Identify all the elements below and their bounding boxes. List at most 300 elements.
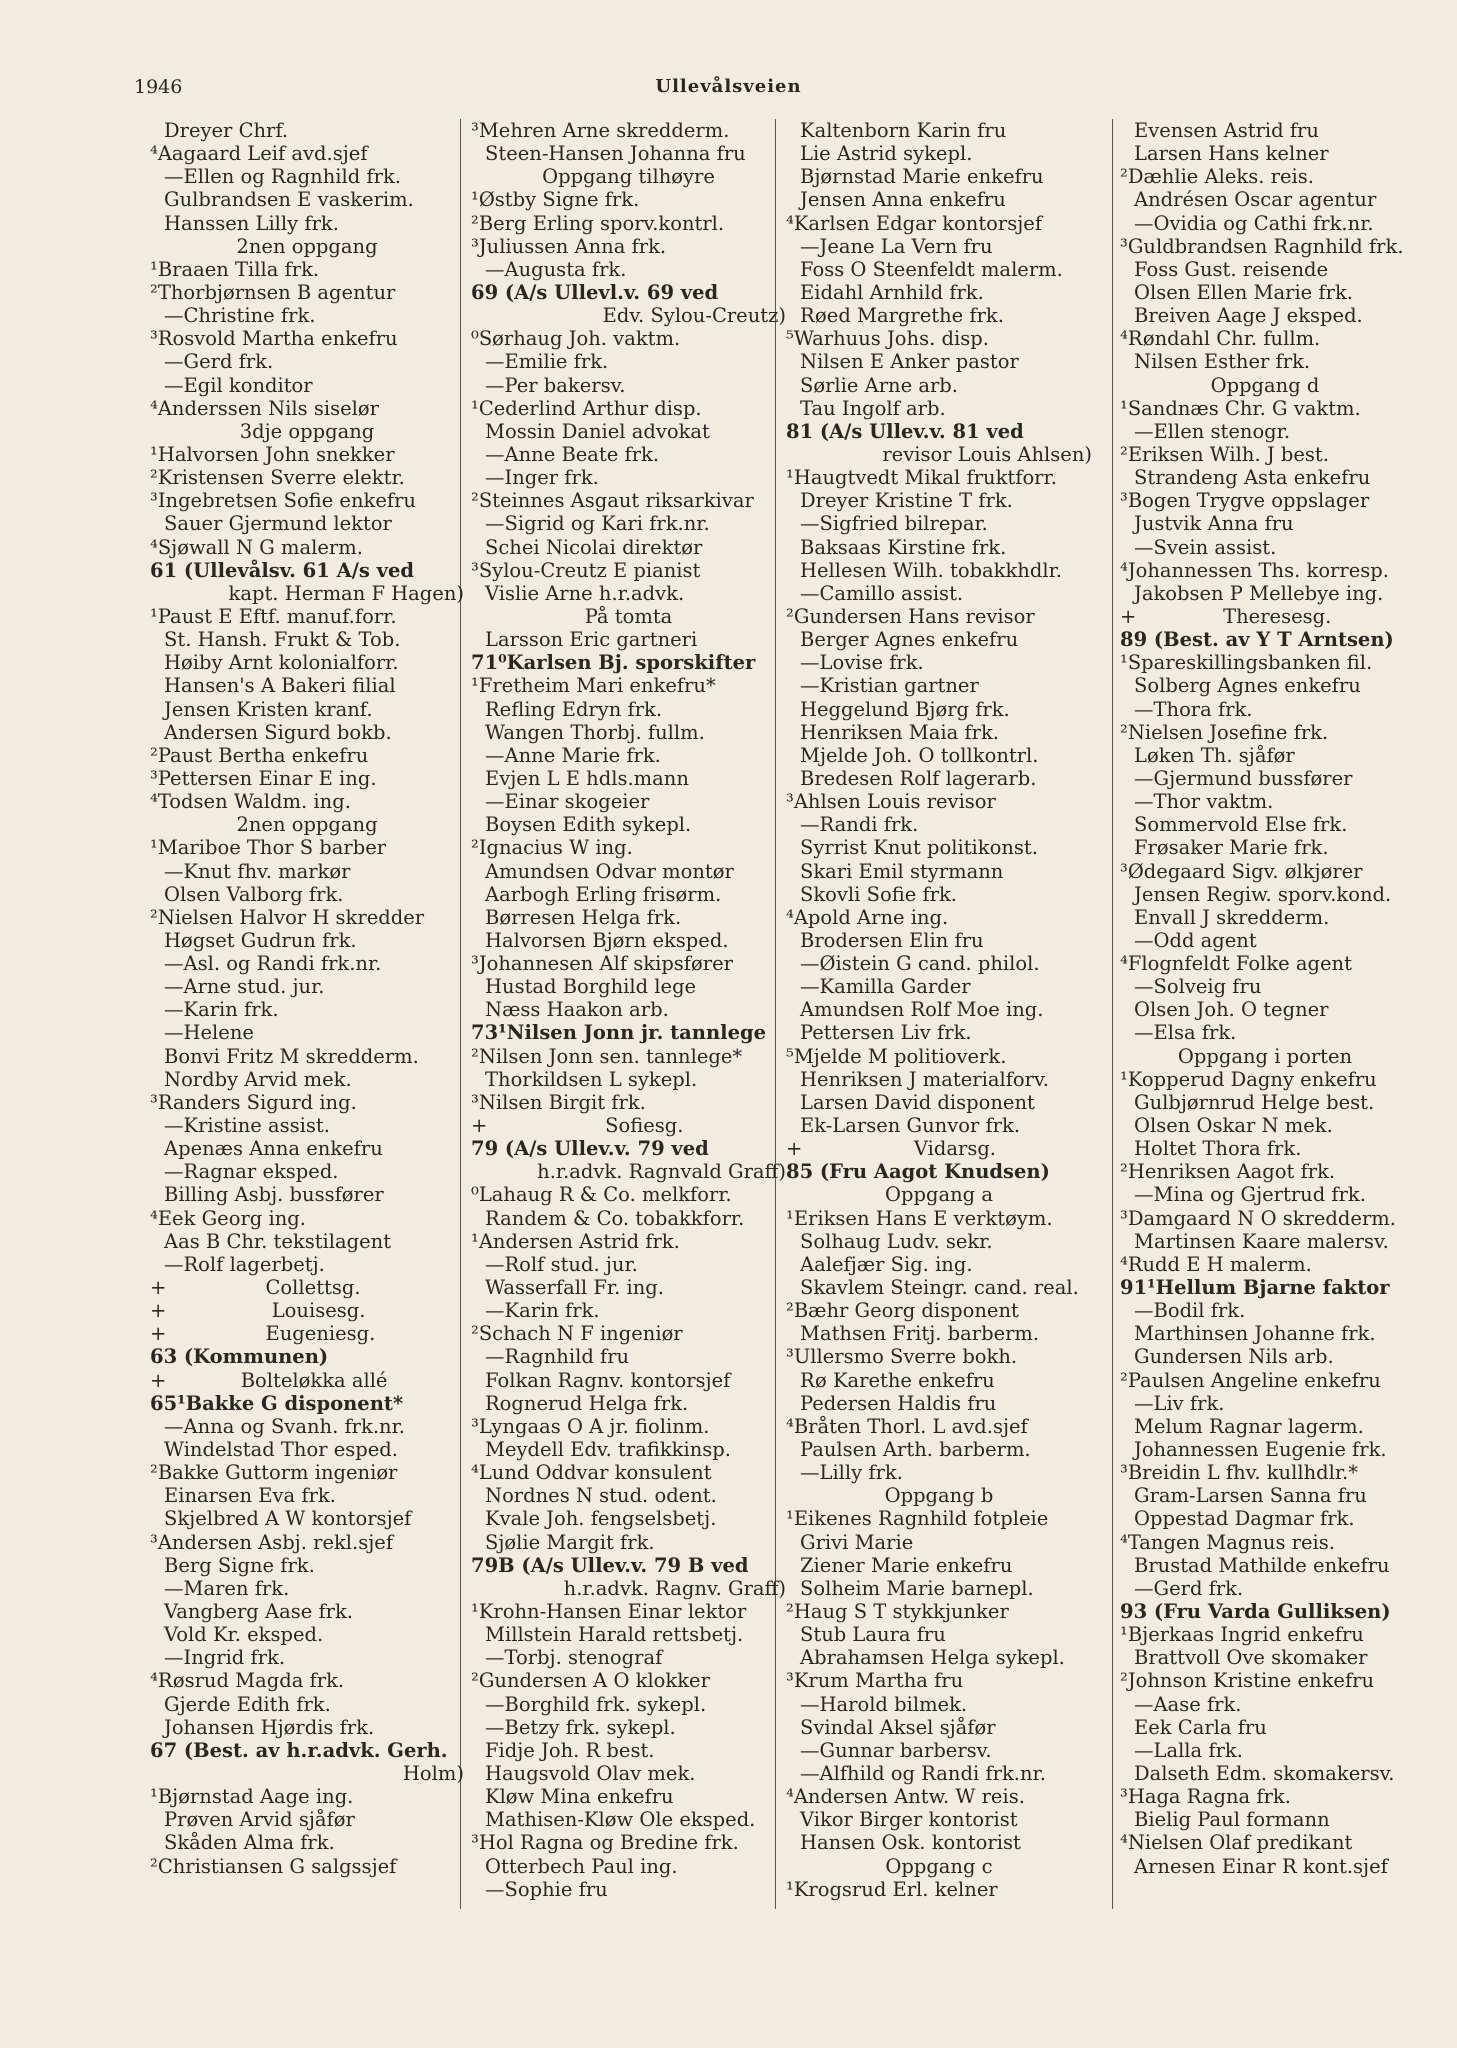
directory-entry: ³Randers Sigurd ing. — [150, 1090, 357, 1114]
directory-entry: 79 (A/s Ullev.v. 79 ved — [471, 1137, 709, 1161]
directory-entry: ²Henriksen Aagot frk. — [1120, 1160, 1336, 1184]
directory-entry: Gulbrandsen E vaskerim. — [164, 188, 414, 212]
directory-entry: Grivi Marie — [800, 1530, 914, 1554]
directory-entry: ³Mehren Arne skredderm. — [471, 119, 730, 142]
directory-entry: ²Nilsen Jonn sen. tannlege* — [471, 1044, 743, 1068]
directory-entry: Otterbech Paul ing. — [485, 1854, 678, 1878]
directory-entry: ⁴Sjøwall N G malerm. — [150, 535, 363, 559]
directory-entry: —Maren frk. — [164, 1576, 290, 1600]
directory-entry: —Bodil frk. — [1134, 1299, 1246, 1323]
directory-entry: ²Paulsen Angeline enkefru — [1120, 1368, 1381, 1392]
directory-entry: —Christine frk. — [164, 304, 316, 328]
directory-entry: Sørlie Arne arb. — [800, 373, 958, 397]
directory-entry: ⁰Sørhaug Joh. vaktm. — [471, 327, 681, 351]
directory-entry: —Sigfried bilrepar. — [800, 512, 988, 536]
directory-entry: ³Bogen Trygve oppslager — [1120, 489, 1370, 513]
directory-entry: ¹Andersen Astrid frk. — [471, 1229, 680, 1253]
directory-entry: Kvale Joh. fengselsbetj. — [485, 1507, 717, 1531]
directory-entry: —Gjermund bussfører — [1134, 766, 1353, 790]
directory-entry: ³Ullersmo Sverre bokh. — [786, 1345, 1018, 1369]
directory-entry: ¹Paust E Eftf. manuf.forr. — [150, 604, 397, 628]
directory-entry: Mathsen Fritj. barberm. — [800, 1322, 1040, 1346]
directory-entry: Mjelde Joh. O tollkontrl. — [800, 743, 1039, 767]
directory-entry: ³Ødegaard Sigv. ølkjører — [1120, 859, 1363, 883]
directory-entry: Olsen Oskar N mek. — [1134, 1114, 1333, 1138]
directory-entry: Vangberg Aase frk. — [164, 1600, 353, 1623]
directory-entry: —Randi frk. — [800, 813, 919, 837]
directory-entry: ⁴Johannessen Ths. korresp. — [1120, 558, 1389, 582]
directory-entry: Bonvi Fritz M skredderm. — [164, 1044, 419, 1068]
directory-entry: Hellesen Wilh. tobakkhdlr. — [800, 558, 1062, 582]
directory-entry: Brattvoll Ove skomaker — [1134, 1646, 1368, 1670]
page-number: 1946 — [134, 76, 183, 98]
directory-entry: Halvorsen Bjørn eksped. — [485, 928, 729, 952]
directory-entry: Melum Ragnar lagerm. — [1134, 1414, 1364, 1438]
directory-entry: ¹Mariboe Thor S barber — [150, 836, 387, 860]
directory-entry: Einarsen Eva frk. — [164, 1484, 336, 1508]
directory-entry: ¹Fretheim Mari enkefru* — [471, 674, 716, 698]
directory-entry: ³Haga Ragna frk. — [1120, 1785, 1291, 1809]
directory-entry: ³Sylou-Creutz E pianist — [471, 558, 701, 582]
directory-entry: ⁴Røndahl Chr. fullm. — [1120, 327, 1321, 351]
directory-entry: —Jeane La Vern fru — [800, 234, 993, 258]
directory-entry: ²Thorbjørnsen B agentur — [150, 280, 396, 304]
directory-entry: + Louisesg. — [150, 1299, 366, 1323]
directory-entry: —Arne stud. jur. — [164, 975, 325, 999]
directory-entry: Bielig Paul formann — [1134, 1808, 1330, 1832]
directory-entry: ¹Bjørnstad Aage ing. — [150, 1785, 354, 1809]
directory-entry: Frøsaker Marie frk. — [1134, 836, 1329, 860]
directory-entry: ²Haug S T stykkjunker — [786, 1600, 1009, 1623]
directory-entry: ²Christiansen G salgssjef — [150, 1854, 397, 1878]
directory-entry: Baksaas Kirstine frk. — [800, 535, 1007, 559]
directory-entry: ⁵Warhuus Johs. disp. — [786, 327, 989, 351]
directory-entry: Skavlem Steingr. cand. real. — [800, 1276, 1079, 1300]
directory-entry: ³Nilsen Birgit frk. — [471, 1090, 646, 1114]
directory-entry: Dreyer Chrf. — [164, 119, 289, 142]
directory-entry: ⁴Rudd E H malerm. — [1120, 1252, 1312, 1276]
directory-entry: Nordby Arvid mek. — [164, 1067, 352, 1091]
directory-entry: Evjen L E hdls.mann — [485, 766, 689, 790]
directory-entry: Gundersen Nils arb. — [1134, 1345, 1334, 1369]
directory-entry: —Gerd frk. — [1134, 1576, 1244, 1600]
directory-entry: 71⁰Karlsen Bj. sporskifter — [471, 651, 756, 675]
directory-entry: + Theresesg. — [1120, 604, 1332, 628]
street-name: Ullevålsveien — [655, 76, 802, 97]
directory-entry: ⁴Tangen Magnus reis. — [1120, 1530, 1335, 1554]
directory-entry: Høiby Arnt kolonialforr. — [164, 651, 399, 675]
directory-entry: Kløw Mina enkefru — [485, 1785, 674, 1809]
directory-entry: Haugsvold Olav mek. — [485, 1761, 696, 1785]
directory-entry: På tomta — [584, 604, 673, 628]
directory-entry: 61 (Ullevålsv. 61 A/s ved — [150, 558, 414, 582]
directory-entry: —Ragnar eksped. — [164, 1160, 339, 1184]
directory-entry: ⁴Aagaard Leif avd.sjef — [150, 142, 368, 166]
directory-entry: Thorkildsen L sykepl. — [485, 1067, 698, 1091]
directory-entry: Nordnes N stud. odent. — [485, 1484, 717, 1508]
directory-entry: Oppgang c — [885, 1854, 993, 1878]
directory-entry: —Karin frk. — [485, 1299, 600, 1323]
directory-entry: Hanssen Lilly frk. — [164, 211, 339, 235]
directory-entry: ²Steinnes Asgaut riksarkivar — [471, 489, 754, 513]
directory-entry: —Ellen og Ragnhild frk. — [164, 165, 401, 189]
directory-entry: —Lalla frk. — [1134, 1738, 1243, 1762]
directory-entry: Aas B Chr. tekstilagent — [164, 1229, 392, 1253]
directory-entry: Solheim Marie barnepl. — [800, 1576, 1034, 1600]
directory-entry: Berg Signe frk. — [164, 1553, 315, 1577]
directory-entry: Oppgang i porten — [1177, 1044, 1353, 1068]
directory-entry: —Ragnhild fru — [485, 1345, 630, 1369]
directory-entry: 85 (Fru Aagot Knudsen) — [786, 1160, 1050, 1184]
directory-entry: ²Nielsen Josefine frk. — [1120, 720, 1329, 744]
directory-entry: Rognerud Helga frk. — [485, 1391, 689, 1415]
directory-entry: Stub Laura fru — [800, 1623, 946, 1647]
directory-entry: Folkan Ragnv. kontorsjef — [485, 1368, 731, 1392]
directory-entry: Svindal Aksel sjåfør — [800, 1715, 996, 1739]
directory-entry: Gulbjørnrud Helge best. — [1134, 1090, 1375, 1114]
directory-entry: —Anna og Svanh. frk.nr. — [164, 1414, 405, 1438]
directory-entry: ³Johannesen Alf skipsfører — [471, 952, 733, 976]
directory-entry: Arnesen Einar R kont.sjef — [1134, 1854, 1388, 1878]
directory-entry: 73¹Nilsen Jonn jr. tannlege — [471, 1021, 767, 1045]
directory-entry: Oppgang d — [1210, 373, 1320, 397]
directory-entry: Hustad Borghild lege — [485, 975, 697, 999]
directory-entry: —Einar skogeier — [485, 790, 650, 814]
directory-entry: ⁴Lund Oddvar konsulent — [471, 1461, 712, 1485]
directory-entry: Bredesen Rolf lagerarb. — [800, 766, 1037, 790]
directory-entry: kapt. Herman F Hagen) — [228, 581, 464, 605]
directory-entry: Foss Gust. reisende — [1134, 257, 1329, 281]
directory-entry: ³Krum Martha fru — [786, 1669, 964, 1693]
directory-entry: Holtet Thora frk. — [1134, 1137, 1302, 1161]
directory-entry: 3dje oppgang — [239, 419, 375, 443]
directory-entry: —Helene — [164, 1021, 254, 1045]
directory-entry: 2nen oppgang — [236, 813, 378, 837]
directory-entry: ²Bæhr Georg disponent — [786, 1299, 1019, 1323]
directory-entry: ⁴Karlsen Edgar kontorsjef — [786, 211, 1043, 235]
directory-entry: Dreyer Kristine T frk. — [800, 489, 1013, 513]
directory-entry: ²Dæhlie Aleks. reis. — [1120, 165, 1314, 189]
directory-entry: —Knut fhv. markør — [164, 859, 351, 883]
directory-entry: ¹Spareskillingsbanken fil. — [1120, 651, 1373, 675]
directory-entry: ³Lyngaas O A jr. fiolinm. — [471, 1414, 710, 1438]
directory-entry: + Sofiesg. — [471, 1114, 684, 1138]
directory-entry: Solberg Agnes enkefru — [1134, 674, 1361, 698]
directory-entry: Prøven Arvid sjåfør — [164, 1808, 355, 1832]
directory-entry: Syrrist Knut politikonst. — [800, 836, 1038, 860]
directory-entry: Sommervold Else frk. — [1134, 813, 1348, 837]
directory-entry: ²Nielsen Halvor H skredder — [150, 905, 425, 929]
directory-entry: Larsen Hans kelner — [1134, 142, 1329, 166]
directory-entry: —Karin frk. — [164, 998, 279, 1022]
directory-entry: Abrahamsen Helga sykepl. — [800, 1646, 1065, 1670]
directory-entry: h.r.advk. Ragnv. Graff) — [563, 1576, 786, 1600]
directory-entry: —Betzy frk. sykepl. — [485, 1715, 676, 1739]
directory-entry: —Odd agent — [1134, 928, 1257, 952]
directory-entry: —Kristian gartner — [800, 674, 979, 698]
directory-entry: + Collettsg. — [150, 1276, 361, 1300]
directory-entry: —Mina og Gjertrud frk. — [1134, 1183, 1366, 1207]
directory-entry: ³Andersen Asbj. rekl.sjef — [150, 1530, 394, 1554]
directory-entry: ¹Bjerkaas Ingrid enkefru — [1120, 1623, 1364, 1647]
directory-entry: Marthinsen Johanne frk. — [1134, 1322, 1376, 1346]
directory-entry: ⁰Lahaug R & Co. melkforr. — [471, 1183, 732, 1207]
directory-entry: Holm) — [402, 1761, 464, 1785]
directory-entry: Høgset Gudrun frk. — [164, 928, 357, 952]
directory-entry: —Torbj. stenograf — [485, 1646, 663, 1670]
directory-entry: Steen-Hansen Johanna fru — [485, 142, 746, 166]
directory-entry: —Liv frk. — [1134, 1391, 1225, 1415]
directory-entry: Tau Ingolf arb. — [800, 396, 946, 420]
directory-entry: Pettersen Liv frk. — [800, 1021, 972, 1045]
directory-entry: Foss O Steenfeldt malerm. — [800, 257, 1063, 281]
directory-entry: ⁴Eek Georg ing. — [150, 1206, 306, 1230]
directory-entry: ⁵Mjelde M politioverk. — [786, 1044, 1007, 1068]
directory-entry: ²Gundersen A O klokker — [471, 1669, 710, 1693]
directory-entry: ²Berg Erling sporv.kontrl. — [471, 211, 725, 235]
directory-entry: Berger Agnes enkefru — [800, 628, 1019, 652]
directory-entry: ¹Haugtvedt Mikal fruktforr. — [786, 466, 1057, 490]
directory-entry: Eidahl Arnhild frk. — [800, 280, 984, 304]
directory-entry: Justvik Anna fru — [1134, 512, 1294, 536]
directory-entry: ¹Halvorsen John snekker — [150, 442, 395, 466]
directory-entry: Apenæs Anna enkefru — [164, 1137, 383, 1161]
directory-entry: Envall J skredderm. — [1134, 905, 1330, 929]
directory-entry: 67 (Best. av h.r.advk. Gerh. — [150, 1738, 448, 1762]
directory-entry: Dalseth Edm. skomakersv. — [1134, 1761, 1395, 1785]
directory-entry: ²Schach N F ingeniør — [471, 1322, 683, 1346]
directory-entry: Vislie Arne h.r.advk. — [485, 581, 685, 605]
directory-entry: Andrésen Oscar agentur — [1134, 188, 1377, 212]
directory-entry: —Thor vaktm. — [1134, 790, 1274, 814]
directory-entry: —Inger frk. — [485, 466, 599, 490]
directory-entry: Mossin Daniel advokat — [485, 419, 710, 443]
directory-entry: Børresen Helga frk. — [485, 905, 682, 929]
directory-entry: Mathisen-Kløw Ole eksped. — [485, 1808, 756, 1832]
directory-entry: Olsen Joh. O tegner — [1134, 998, 1329, 1022]
directory-entry: Jensen Regiw. sporv.kond. — [1134, 882, 1392, 906]
directory-entry: Pedersen Haldis fru — [800, 1391, 997, 1415]
directory-entry: Larsson Eric gartneri — [485, 628, 698, 652]
directory-entry: Strandeng Asta enkefru — [1134, 466, 1371, 490]
directory-entry: —Kristine assist. — [164, 1114, 330, 1138]
directory-entry: Meydell Edv. trafikkinsp. — [485, 1438, 731, 1462]
directory-entry: Jensen Kristen kranf. — [164, 697, 373, 721]
directory-entry: Nilsen Esther frk. — [1134, 350, 1311, 374]
directory-entry: Amundsen Rolf Moe ing. — [800, 998, 1044, 1022]
directory-entry: ¹Krogsrud Erl. kelner — [786, 1877, 998, 1901]
directory-entry: ³Damgaard N O skredderm. — [1120, 1206, 1396, 1230]
directory-entry: ⁴Bråten Thorl. L avd.sjef — [786, 1414, 1028, 1438]
directory-entry: —Per bakersv. — [485, 373, 626, 397]
directory-entry: ⁴Flognfeldt Folke agent — [1120, 952, 1352, 976]
directory-entry: Edv. Sylou-Creutz) — [602, 304, 786, 328]
directory-entry: Evensen Astrid fru — [1134, 119, 1319, 142]
directory-entry: —Rolf lagerbetj. — [164, 1252, 325, 1276]
directory-entry: ³Breidin L fhv. kullhdlr.* — [1120, 1461, 1358, 1485]
directory-entry: Olsen Ellen Marie frk. — [1134, 280, 1353, 304]
directory-entry: ¹Kopperud Dagny enkefru — [1120, 1067, 1377, 1091]
directory-entry: Gjerde Edith frk. — [164, 1692, 331, 1716]
directory-entry: + Bolteløkka allé — [150, 1368, 388, 1392]
page-header — [0, 76, 1457, 108]
directory-entry: Wasserfall Fr. ing. — [485, 1276, 664, 1300]
directory-entry: Vikor Birger kontorist — [800, 1808, 1018, 1832]
directory-entry: St. Hansh. Frukt & Tob. — [164, 628, 401, 652]
directory-entry: Lie Astrid sykepl. — [800, 142, 973, 166]
directory-entry: ³Pettersen Einar E ing. — [150, 766, 377, 790]
directory-entry: 65¹Bakke G disponent* — [150, 1391, 404, 1415]
directory-entry: ⁴Anderssen Nils siselør — [150, 396, 379, 420]
directory-entry: Fidje Joh. R best. — [485, 1738, 655, 1762]
directory-entry: Aarbogh Erling frisørm. — [485, 882, 722, 906]
directory-entry: 81 (A/s Ullev.v. 81 ved — [786, 419, 1024, 443]
directory-entry: —Anne Marie frk. — [485, 743, 661, 767]
directory-entry: Løken Th. sjåfør — [1134, 743, 1295, 767]
directory-entry: Oppestad Dagmar frk. — [1134, 1507, 1355, 1531]
directory-entry: Millstein Harald rettsbetj. — [485, 1623, 744, 1647]
directory-entry: ¹Eikenes Ragnhild fotpleie — [786, 1507, 1049, 1531]
directory-entry: ¹Krohn-Hansen Einar lektor — [471, 1600, 747, 1623]
directory-entry: ⁴Andersen Antw. W reis. — [786, 1785, 1025, 1809]
directory-entry: Amundsen Odvar montør — [485, 859, 734, 883]
directory-entry: Eek Carla fru — [1134, 1715, 1267, 1739]
directory-entry: Sjølie Margit frk. — [485, 1530, 655, 1554]
directory-column-3 — [786, 119, 1092, 1909]
directory-entry: ³Ingebretsen Sofie enkefru — [150, 489, 416, 513]
directory-entry: ¹Cederlind Arthur disp. — [471, 396, 702, 420]
directory-entry: ⁴Røsrud Magda frk. — [150, 1669, 345, 1693]
directory-entry: —Sigrid og Kari frk.nr. — [485, 512, 710, 536]
directory-entry: Skovli Sofie frk. — [800, 882, 957, 906]
directory-entry: Næss Haakon arb. — [485, 998, 669, 1022]
directory-entry: —Kamilla Garder — [800, 975, 971, 999]
directory-entry: Bjørnstad Marie enkefru — [800, 165, 1044, 189]
directory-entry: ³Ahlsen Louis revisor — [786, 790, 996, 814]
directory-entry: Johansen Hjørdis frk. — [164, 1715, 375, 1739]
directory-entry: Skjelbred A W kontorsjef — [164, 1507, 412, 1531]
directory-entry: Rø Karethe enkefru — [800, 1368, 995, 1392]
directory-entry: —Gerd frk. — [164, 350, 274, 374]
directory-entry: 89 (Best. av Y T Arntsen) — [1120, 628, 1394, 652]
directory-entry: ²Eriksen Wilh. J best. — [1120, 442, 1329, 466]
directory-entry: Skari Emil styrmann — [800, 859, 1004, 883]
directory-entry: —Borghild frk. sykepl. — [485, 1692, 707, 1716]
directory-entry: ²Kristensen Sverre elektr. — [150, 466, 405, 490]
directory-entry: Billing Asbj. bussfører — [164, 1183, 384, 1207]
directory-entry: —Harold bilmek. — [800, 1692, 968, 1716]
directory-entry: ³Juliussen Anna frk. — [471, 234, 667, 258]
directory-entry: Hansen's A Bakeri filial — [164, 674, 396, 698]
directory-entry: + Eugeniesg. — [150, 1322, 376, 1346]
directory-entry: Skåden Alma frk. — [164, 1831, 335, 1855]
directory-entry: —Augusta frk. — [485, 257, 627, 281]
directory-entry: ⁴Apold Arne ing. — [786, 905, 949, 929]
directory-entry: Henriksen Maia frk. — [800, 720, 999, 744]
directory-entry: Nilsen E Anker pastor — [800, 350, 1019, 374]
directory-entry: —Aase frk. — [1134, 1692, 1242, 1716]
directory-entry: Paulsen Arth. barberm. — [800, 1438, 1031, 1462]
directory-entry: —Rolf stud. jur. — [485, 1252, 638, 1276]
directory-entry: Boysen Edith sykepl. — [485, 813, 692, 837]
directory-entry: —Sophie fru — [485, 1877, 608, 1901]
directory-entry: Brustad Mathilde enkefru — [1134, 1553, 1390, 1577]
directory-entry: 69 (A/s Ullevl.v. 69 ved — [471, 280, 719, 304]
directory-entry: Vold Kr. eksped. — [164, 1623, 324, 1647]
directory-entry: Røed Margrethe frk. — [800, 304, 1004, 328]
directory-entry: Windelstad Thor esped. — [164, 1438, 398, 1462]
directory-entry: —Emilie frk. — [485, 350, 609, 374]
directory-entry: ²Gundersen Hans revisor — [786, 604, 1035, 628]
directory-entry: —Svein assist. — [1134, 535, 1277, 559]
directory-entry: Heggelund Bjørg frk. — [800, 697, 1010, 721]
directory-column-2 — [471, 119, 786, 1909]
directory-entry: ¹Sandnæs Chr. G vaktm. — [1120, 396, 1361, 420]
directory-entry: —Elsa frk. — [1134, 1021, 1237, 1045]
directory-entry: 91¹Hellum Bjarne faktor — [1120, 1276, 1390, 1300]
directory-entry: —Lilly frk. — [800, 1461, 903, 1485]
directory-entry: 2nen oppgang — [236, 234, 378, 258]
directory-entry: Wangen Thorbj. fullm. — [485, 720, 705, 744]
directory-entry: h.r.advk. Ragnvald Graff) — [537, 1160, 786, 1184]
directory-entry: Schei Nicolai direktør — [485, 535, 703, 559]
directory-entry: Ziener Marie enkefru — [800, 1553, 1013, 1577]
directory-entry: Oppgang b — [884, 1484, 994, 1508]
directory-entry: Sauer Gjermund lektor — [164, 512, 392, 536]
directory-entry: ¹Braaen Tilla frk. — [150, 257, 320, 281]
directory-entry: Jakobsen P Mellebye ing. — [1134, 581, 1384, 605]
directory-entry: Jensen Anna enkefru — [800, 188, 1006, 212]
directory-entry: ¹Eriksen Hans E verktøym. — [786, 1206, 1053, 1230]
directory-entry: —Solveig fru — [1134, 975, 1262, 999]
directory-entry: —Anne Beate frk. — [485, 442, 660, 466]
directory-entry: ²Ignacius W ing. — [471, 836, 633, 860]
directory-entry: Martinsen Kaare malersv. — [1134, 1229, 1389, 1253]
directory-entry: Olsen Valborg frk. — [164, 882, 344, 906]
directory-entry: Randem & Co. tobakkforr. — [485, 1206, 745, 1230]
directory-entry: Refling Edryn frk. — [485, 697, 663, 721]
directory-entry: ²Johnson Kristine enkefru — [1120, 1669, 1375, 1693]
directory-entry: ³Hol Ragna og Bredine frk. — [471, 1831, 739, 1855]
directory-entry: —Ingrid frk. — [164, 1646, 286, 1670]
directory-entry: Solhaug Ludv. sekr. — [800, 1229, 993, 1253]
directory-entry: ³Rosvold Martha enkefru — [150, 327, 398, 351]
directory-entry: Kaltenborn Karin fru — [800, 119, 1007, 142]
directory-entry: —Ovidia og Cathi frk.nr. — [1134, 211, 1374, 235]
directory-entry: —Egil konditor — [164, 373, 313, 397]
directory-entry: + Vidarsg. — [786, 1137, 997, 1161]
directory-entry: —Asl. og Randi frk.nr. — [164, 952, 382, 976]
directory-entry: Aalefjær Sig. ing. — [800, 1252, 973, 1276]
directory-column-1 — [150, 119, 464, 1909]
directory-entry: ²Paust Bertha enkefru — [150, 743, 369, 767]
directory-entry: Hansen Osk. kontorist — [800, 1831, 1021, 1855]
directory-entry: —Lovise frk. — [800, 651, 924, 675]
directory-entry: —Ellen stenogr. — [1134, 419, 1291, 443]
directory-entry: ³Guldbrandsen Ragnhild frk. — [1120, 234, 1404, 258]
directory-entry: ¹Østby Signe frk. — [471, 188, 640, 212]
directory-entry: Oppgang tilhøyre — [542, 165, 715, 189]
directory-entry: Oppgang a — [885, 1183, 993, 1207]
directory-entry: —Thora frk. — [1134, 697, 1253, 721]
directory-entry: 79B (A/s Ullev.v. 79 B ved — [471, 1553, 749, 1577]
directory-entry: —Camillo assist. — [800, 581, 964, 605]
directory-entry: ²Bakke Guttorm ingeniør — [150, 1461, 398, 1485]
directory-entry: revisor Louis Ahlsen) — [882, 442, 1092, 466]
directory-entry: Johannessen Eugenie frk. — [1134, 1438, 1387, 1462]
directory-entry: 93 (Fru Varda Gulliksen) — [1120, 1600, 1391, 1623]
directory-entry: Breiven Aage J eksped. — [1134, 304, 1363, 328]
